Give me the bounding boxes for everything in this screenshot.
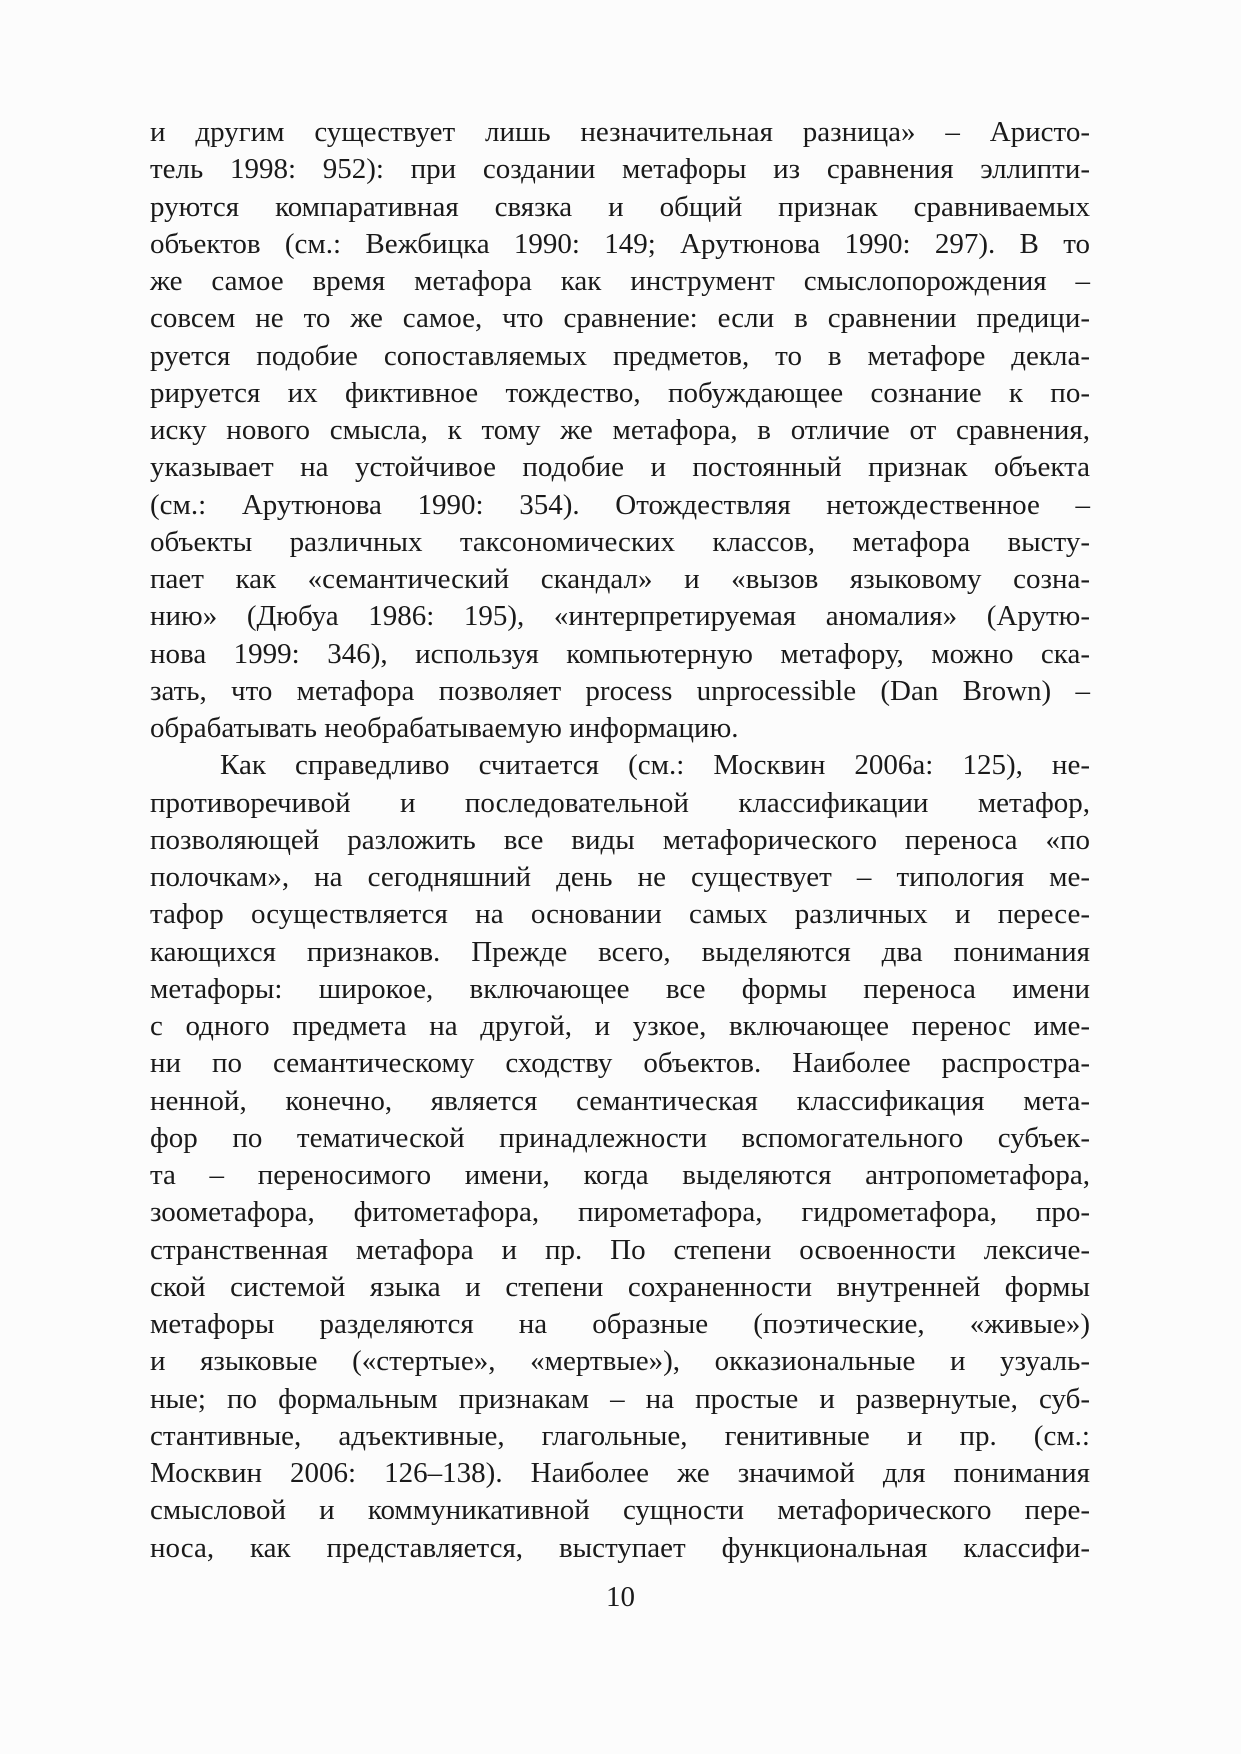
text-line: рируется их фиктивное тождество, побуждающее сознание к по-: [150, 376, 1090, 409]
text-line: Москвин 2006: 126–138). Наиболее же значимой для понимания: [150, 1457, 1090, 1489]
text-line: зать, что метафора позволяет process unprocessible (Dan Brown) –: [150, 674, 1090, 707]
text-line: руются компаративная связка и общий признак сравниваемых: [150, 190, 1090, 223]
text-line: совсем не то же самое, что сравнение: если в сравнении предици-: [150, 302, 1090, 335]
text-line: позволяющей разложить все виды метафорического переноса «по: [150, 823, 1090, 856]
text-line: иску нового смысла, к тому же метафора, в отличие от сравнения,: [150, 414, 1090, 446]
text-line: с одного предмета на другой, и узкое, включающее перенос име-: [150, 1010, 1090, 1042]
text-line: пает как «семантический скандал» и «вызов языковому созна-: [150, 563, 1090, 595]
text-line: ской системой языка и степени сохраненности внутренней формы: [150, 1270, 1090, 1303]
text-line: нова 1999: 346), используя компьютерную метафору, можно ска-: [150, 637, 1090, 670]
text-line: и другим существует лишь незначительная разница» – Аристо-: [150, 116, 1090, 148]
text-line: указывает на устойчивое подобие и постоянный признак объекта: [150, 451, 1090, 484]
text-line: фор по тематической принадлежности вспомогательного субъек-: [150, 1121, 1090, 1154]
text-line: объекты различных таксономических классов, метафора высту-: [150, 525, 1090, 558]
page-number: 10: [606, 1581, 635, 1613]
text-line: метафоры: широкое, включающее все формы переноса имени: [150, 972, 1090, 1005]
text-line: же самое время метафора как инструмент смыслопорождения –: [150, 265, 1090, 297]
text-line: стантивные, адъективные, глагольные, генитивные и пр. (см.:: [150, 1419, 1090, 1452]
text-line: и языковые («стертые», «мертвые»), окказиональные и узуаль-: [150, 1345, 1090, 1378]
text-line: обрабатывать необрабатываемую информацию.: [150, 712, 739, 744]
text-line: кающихся признаков. Прежде всего, выделяются два понимания: [150, 935, 1090, 968]
text-line: (см.: Арутюнова 1990: 354). Отождествляя нетождественное –: [150, 488, 1090, 521]
paragraph-2: [150, 747, 1090, 1567]
text-line: странственная метафора и пр. По степени освоенности лексиче-: [150, 1233, 1090, 1266]
text-line: носа, как представляется, выступает функциональная классифи-: [150, 1531, 1090, 1564]
text-line: смысловой и коммуникативной сущности метафорического пере-: [150, 1494, 1090, 1527]
text-line: та – переносимого имени, когда выделяются антропометафора,: [150, 1159, 1090, 1191]
text-line: зоометафора, фитометафора, пирометафора, гидрометафора, про-: [150, 1196, 1090, 1229]
text-line: ни по семантическому сходству объектов. Наиболее распростра-: [150, 1047, 1090, 1080]
text-line: Как справедливо считается (см.: Москвин 2006а: 125), не-: [220, 749, 1090, 782]
text-line: метафоры разделяются на образные (поэтические, «живые»): [150, 1308, 1090, 1340]
paragraph-1: [150, 114, 1090, 747]
text-line: объектов (см.: Вежбицка 1990: 149; Арутюнова 1990: 297). В то: [150, 227, 1090, 260]
text-line: тафор осуществляется на основании самых различных и пересе-: [150, 898, 1090, 931]
text-line: ные; по формальным признакам – на простые и развернутые, суб-: [150, 1382, 1090, 1415]
text-line: тель 1998: 952): при создании метафоры из сравнения эллипти-: [150, 153, 1090, 186]
body-text: [150, 114, 1090, 1567]
text-line: руется подобие сопоставляемых предметов, то в метафоре декла-: [150, 339, 1090, 372]
text-line: ненной, конечно, является семантическая классификация мета-: [150, 1084, 1090, 1117]
text-line: нию» (Дюбуа 1986: 195), «интерпретируемая аномалия» (Арутю-: [150, 600, 1090, 633]
text-line: противоречивой и последовательной классификации метафор,: [150, 786, 1090, 819]
text-line: полочкам», на сегодняшний день не существует – типология ме-: [150, 861, 1090, 893]
